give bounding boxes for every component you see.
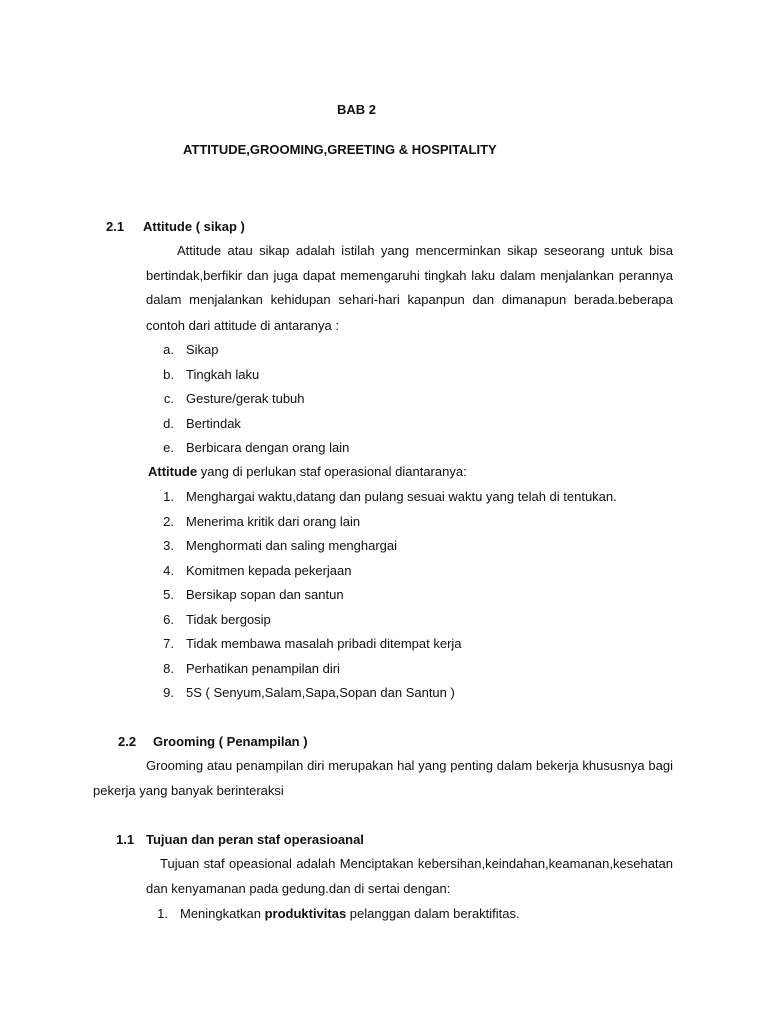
attitude-para-line-1: Attitude atau sikap adalah istilah yang mencerminkan sikap seseorang untuk bisa [177,243,673,258]
list-item-text [180,906,520,921]
list-marker: b. [163,367,174,382]
section-1-1-heading: Tujuan dan peran staf operasioanal [146,832,364,847]
list-item-text: Perhatikan penampilan diri [186,661,340,676]
list-marker: e. [163,440,174,455]
list-item-text-bold: produktivitas [264,906,347,921]
list-item-text: Berbicara dengan orang lain [186,440,350,455]
list-marker: 1. [157,906,168,921]
section-2-2-number: 2.2 [118,734,137,749]
list-item-text-pre: Meningkatkan [180,906,265,921]
list-marker: 3. [163,538,174,553]
list-item-text: Bersikap sopan dan santun [186,587,344,602]
list-item-text: 5S ( Senyum,Salam,Sapa,Sopan dan Santun ) [186,685,455,700]
list-item-text: Menerima kritik dari orang lain [186,514,361,529]
list-marker: 1. [163,489,174,504]
section-2-1-number: 2.1 [106,219,125,234]
list-item-text: Sikap [186,342,219,357]
list-marker: 2. [163,514,174,529]
staff-attitude-intro-rest: yang di perlukan staf operasional diantaranya: [197,464,467,479]
list-item-text: Gesture/gerak tubuh [186,391,305,406]
staff-attitude-intro-bold: Attitude [148,464,198,479]
staff-attitude-intro [148,464,467,479]
attitude-para-line-4: contoh dari attitude di antaranya : [146,318,339,333]
grooming-para-line-1-part-a: Grooming atau penampilan diri merupakan hal yang penting dalam bekerja khusus [146,758,624,773]
list-item-text: Menghormati dan saling menghargai [186,538,398,553]
list-marker: 8. [163,661,174,676]
list-marker: 7. [163,636,174,651]
section-1-1-number: 1.1 [116,832,135,847]
list-marker: 6. [163,612,174,627]
chapter-title: ATTITUDE,GROOMING,GREETING & HOSPITALITY [183,142,497,157]
section-2-2-heading: Grooming ( Penampilan ) [153,734,308,749]
tujuan-para-line-2: dan kenyamanan pada gedung.dan di sertai dengan: [146,881,451,896]
grooming-para-line-2: pekerja yang banyak berinteraksi [93,783,284,798]
grooming-para-line-1-part-b: nya bagi [623,758,674,773]
list-item-text: Menghargai waktu,datang dan pulang sesuai waktu yang telah di tentukan. [186,489,617,504]
list-marker: d. [163,416,174,431]
chapter-label: BAB 2 [337,102,377,117]
list-item-text-post: pelanggan dalam beraktifitas. [346,906,520,921]
list-item-text: Tingkah laku [186,367,260,382]
list-marker: a. [163,342,174,357]
attitude-para-line-3: dalam menjalankan kehidupan sehari-hari kapanpun dan dimanapun berada.beberapa [146,292,673,307]
attitude-para-line-2: bertindak,berfikir dan juga dapat memengaruhi tingkah laku dalam menjalankan perannya [146,268,673,283]
grooming-para-line-1 [146,754,673,778]
list-item-text: Tidak membawa masalah pribadi ditempat kerja [186,636,462,651]
list-marker: 9. [163,685,174,700]
list-marker: c. [163,391,174,406]
list-item-text: Komitmen kepada pekerjaan [186,563,352,578]
list-item-text: Tidak bergosip [186,612,271,627]
list-marker: 5. [163,587,174,602]
tujuan-para-line-1: Tujuan staf opeasional adalah Menciptakan kebersihan,keindahan,keamanan,kesehatan [160,856,673,871]
list-item-text: Bertindak [186,416,241,431]
section-2-1-heading: Attitude ( sikap ) [143,219,245,234]
list-marker: 4. [163,563,174,578]
